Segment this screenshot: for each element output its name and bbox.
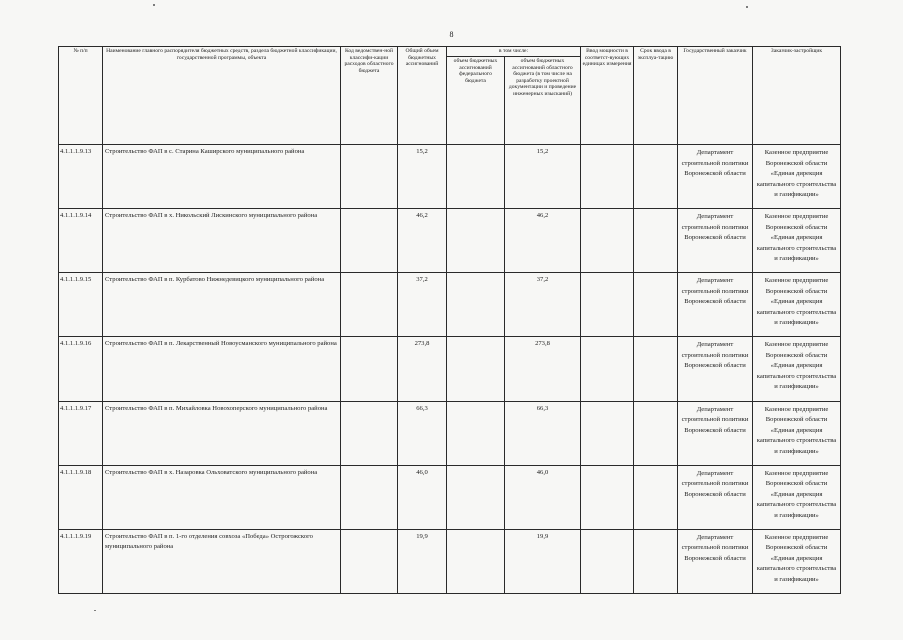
row-name: Строительство ФАП в п. Курбатово Нижнедевицкого муниципального района bbox=[103, 273, 341, 337]
row-developer: Казенное предприятие Воронежской области «Единая дирекция капитального строительства и газификации» bbox=[753, 529, 841, 593]
row-customer: Департамент строительной политики Воронежской области bbox=[678, 337, 753, 401]
row-term bbox=[634, 401, 678, 465]
table-row bbox=[59, 529, 841, 593]
row-term bbox=[634, 145, 678, 209]
row-regional: 46,0 bbox=[505, 465, 581, 529]
row-total: 37,2 bbox=[398, 273, 447, 337]
header-name: Наименование главного распорядителя бюджетных средств, раздела бюджетной классификации, государственной программы, объекта bbox=[103, 47, 341, 145]
row-code-class bbox=[341, 465, 398, 529]
row-name: Строительство ФАП в п. 1-го отделения совхоза «Победа» Острогожского муниципального района bbox=[103, 529, 341, 593]
row-code-class bbox=[341, 529, 398, 593]
row-capacity bbox=[581, 273, 634, 337]
table-row bbox=[59, 209, 841, 273]
row-name: Строительство ФАП в с. Старина Каширского муниципального района bbox=[103, 145, 341, 209]
row-term bbox=[634, 209, 678, 273]
row-federal bbox=[447, 401, 505, 465]
row-customer: Департамент строительной политики Воронежской области bbox=[678, 401, 753, 465]
header-including: в том числе: bbox=[447, 47, 581, 57]
header-regional: объем бюджетных ассигнований областного бюджета (в том числе на разработку проектной документации и проведение инженерных изысканий) bbox=[505, 57, 581, 145]
row-customer: Департамент строительной политики Воронежской области bbox=[678, 465, 753, 529]
table-row bbox=[59, 145, 841, 209]
row-federal bbox=[447, 209, 505, 273]
row-customer: Департамент строительной политики Воронежской области bbox=[678, 529, 753, 593]
row-federal bbox=[447, 465, 505, 529]
row-code: 4.1.1.1.9.17 bbox=[59, 401, 103, 465]
row-total: 19,9 bbox=[398, 529, 447, 593]
row-term bbox=[634, 337, 678, 401]
table-row bbox=[59, 465, 841, 529]
row-capacity bbox=[581, 465, 634, 529]
row-developer: Казенное предприятие Воронежской области «Единая дирекция капитального строительства и газификации» bbox=[753, 209, 841, 273]
table-row bbox=[59, 273, 841, 337]
row-total: 15,2 bbox=[398, 145, 447, 209]
row-code: 4.1.1.1.9.18 bbox=[59, 465, 103, 529]
row-code-class bbox=[341, 401, 398, 465]
row-regional: 66,3 bbox=[505, 401, 581, 465]
row-developer: Казенное предприятие Воронежской области «Единая дирекция капитального строительства и газификации» bbox=[753, 145, 841, 209]
row-capacity bbox=[581, 401, 634, 465]
row-code-class bbox=[341, 145, 398, 209]
table-row bbox=[59, 401, 841, 465]
row-customer: Департамент строительной политики Воронежской области bbox=[678, 145, 753, 209]
row-customer: Департамент строительной политики Воронежской области bbox=[678, 209, 753, 273]
row-regional: 37,2 bbox=[505, 273, 581, 337]
row-regional: 19,9 bbox=[505, 529, 581, 593]
row-regional: 273,8 bbox=[505, 337, 581, 401]
row-federal bbox=[447, 273, 505, 337]
row-code: 4.1.1.1.9.14 bbox=[59, 209, 103, 273]
row-total: 46,2 bbox=[398, 209, 447, 273]
row-regional: 15,2 bbox=[505, 145, 581, 209]
row-name: Строительство ФАП в п. Лекарственный Новоусманского муниципального района bbox=[103, 337, 341, 401]
row-capacity bbox=[581, 337, 634, 401]
row-code-class bbox=[341, 273, 398, 337]
table-row bbox=[59, 337, 841, 401]
header-customer: Государственный заказчик bbox=[678, 47, 753, 145]
header-developer: Заказчик-застройщик bbox=[753, 47, 841, 145]
scan-speck bbox=[746, 6, 748, 8]
row-term bbox=[634, 465, 678, 529]
row-code-class bbox=[341, 209, 398, 273]
row-capacity bbox=[581, 145, 634, 209]
row-code: 4.1.1.1.9.19 bbox=[59, 529, 103, 593]
row-code-class bbox=[341, 337, 398, 401]
budget-table bbox=[58, 46, 841, 594]
row-developer: Казенное предприятие Воронежской области «Единая дирекция капитального строительства и газификации» bbox=[753, 273, 841, 337]
row-federal bbox=[447, 145, 505, 209]
row-total: 66,3 bbox=[398, 401, 447, 465]
row-name: Строительство ФАП в х. Никольский Лискинского муниципального района bbox=[103, 209, 341, 273]
row-total: 46,0 bbox=[398, 465, 447, 529]
row-name: Строительство ФАП в х. Назаровка Ольховатского муниципального района bbox=[103, 465, 341, 529]
row-term bbox=[634, 529, 678, 593]
row-federal bbox=[447, 529, 505, 593]
scan-speck bbox=[153, 4, 155, 6]
row-code: 4.1.1.1.9.16 bbox=[59, 337, 103, 401]
row-capacity bbox=[581, 209, 634, 273]
row-code: 4.1.1.1.9.13 bbox=[59, 145, 103, 209]
row-name: Строительство ФАП в п. Михайловка Новохоперского муниципального района bbox=[103, 401, 341, 465]
row-regional: 46,2 bbox=[505, 209, 581, 273]
header-num: № п/п bbox=[59, 47, 103, 145]
header-federal: объем бюджетных ассигнований федерального бюджета bbox=[447, 57, 505, 145]
row-code: 4.1.1.1.9.15 bbox=[59, 273, 103, 337]
header-total: Общий объем бюджетных ассигнований bbox=[398, 47, 447, 145]
row-federal bbox=[447, 337, 505, 401]
row-developer: Казенное предприятие Воронежской области «Единая дирекция капитального строительства и газификации» bbox=[753, 337, 841, 401]
header-capacity: Ввод мощности в соответст-вующих единицах измерения bbox=[581, 47, 634, 145]
row-term bbox=[634, 273, 678, 337]
row-developer: Казенное предприятие Воронежской области «Единая дирекция капитального строительства и газификации» bbox=[753, 465, 841, 529]
scan-speck bbox=[94, 610, 96, 611]
header-term: Срок ввода в эксплуа-тацию bbox=[634, 47, 678, 145]
page-number: 8 bbox=[449, 30, 454, 39]
header-code: Код ведомствен-ной классифи-кации расходов областного бюджета bbox=[341, 47, 398, 145]
row-total: 273,8 bbox=[398, 337, 447, 401]
row-developer: Казенное предприятие Воронежской области «Единая дирекция капитального строительства и газификации» bbox=[753, 401, 841, 465]
row-customer: Департамент строительной политики Воронежской области bbox=[678, 273, 753, 337]
row-capacity bbox=[581, 529, 634, 593]
